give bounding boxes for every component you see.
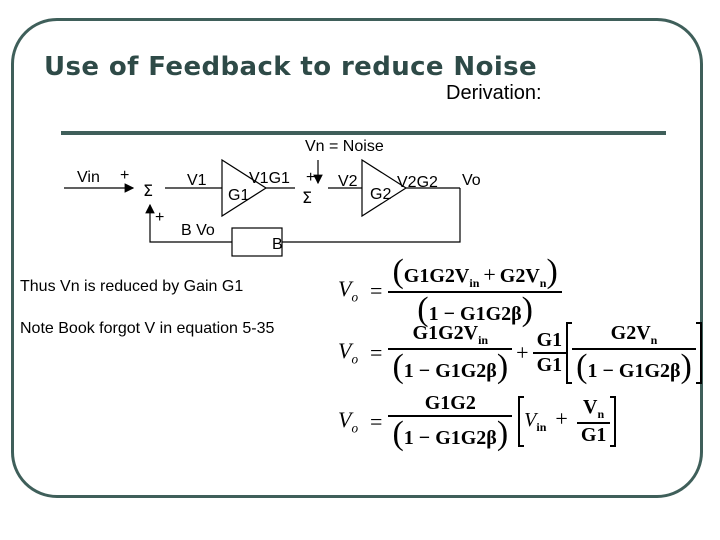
- equation-2: $V_o$ = $\frac{G1G2V_{in}}{(1 - G1G2\beta)}$ + $\frac{G1}{G1}$ $\frac{G2V_n}{(1 - G1G2\beta)}$: [338, 322, 702, 384]
- v2-label: V2: [338, 173, 358, 190]
- plus-feedback-label: +: [155, 209, 165, 226]
- g2-label: G2: [370, 186, 392, 203]
- slide-subtitle: Derivation:: [446, 82, 542, 104]
- equation-1: $V_o$ = $\frac{(G1G2V_{in} + G2V_n)}{(1 - G1G2\beta)}$: [338, 255, 562, 327]
- equation-3: $V_o$ = $\frac{G1G2}{(1 - G1G2\beta)}$ $V_{in}$ + $\frac{V_n}{G1}$: [338, 392, 616, 451]
- b-label: B: [272, 236, 283, 253]
- note-gain-reduction: Thus Vn is reduced by Gain G1: [20, 278, 244, 295]
- g1-label: G1: [228, 187, 250, 204]
- bvo-label: B Vo: [181, 222, 215, 239]
- noise-label: Vn = Noise: [305, 138, 384, 155]
- v1g1-label: V1G1: [249, 170, 290, 187]
- note-book-correction: Note Book forgot V in equation 5-35: [20, 320, 275, 337]
- plus-noise-label: +: [306, 169, 316, 186]
- v1-label: V1: [187, 172, 207, 189]
- vin-label: Vin: [77, 169, 100, 186]
- sigma2-label: Σ: [302, 188, 313, 207]
- slide-title: Use of Feedback to reduce Noise: [44, 52, 538, 82]
- vo-label: Vo: [462, 172, 481, 189]
- v2g2-label: V2G2: [397, 174, 438, 191]
- sigma1-label: Σ: [143, 181, 154, 200]
- plus-input-label: +: [120, 167, 130, 184]
